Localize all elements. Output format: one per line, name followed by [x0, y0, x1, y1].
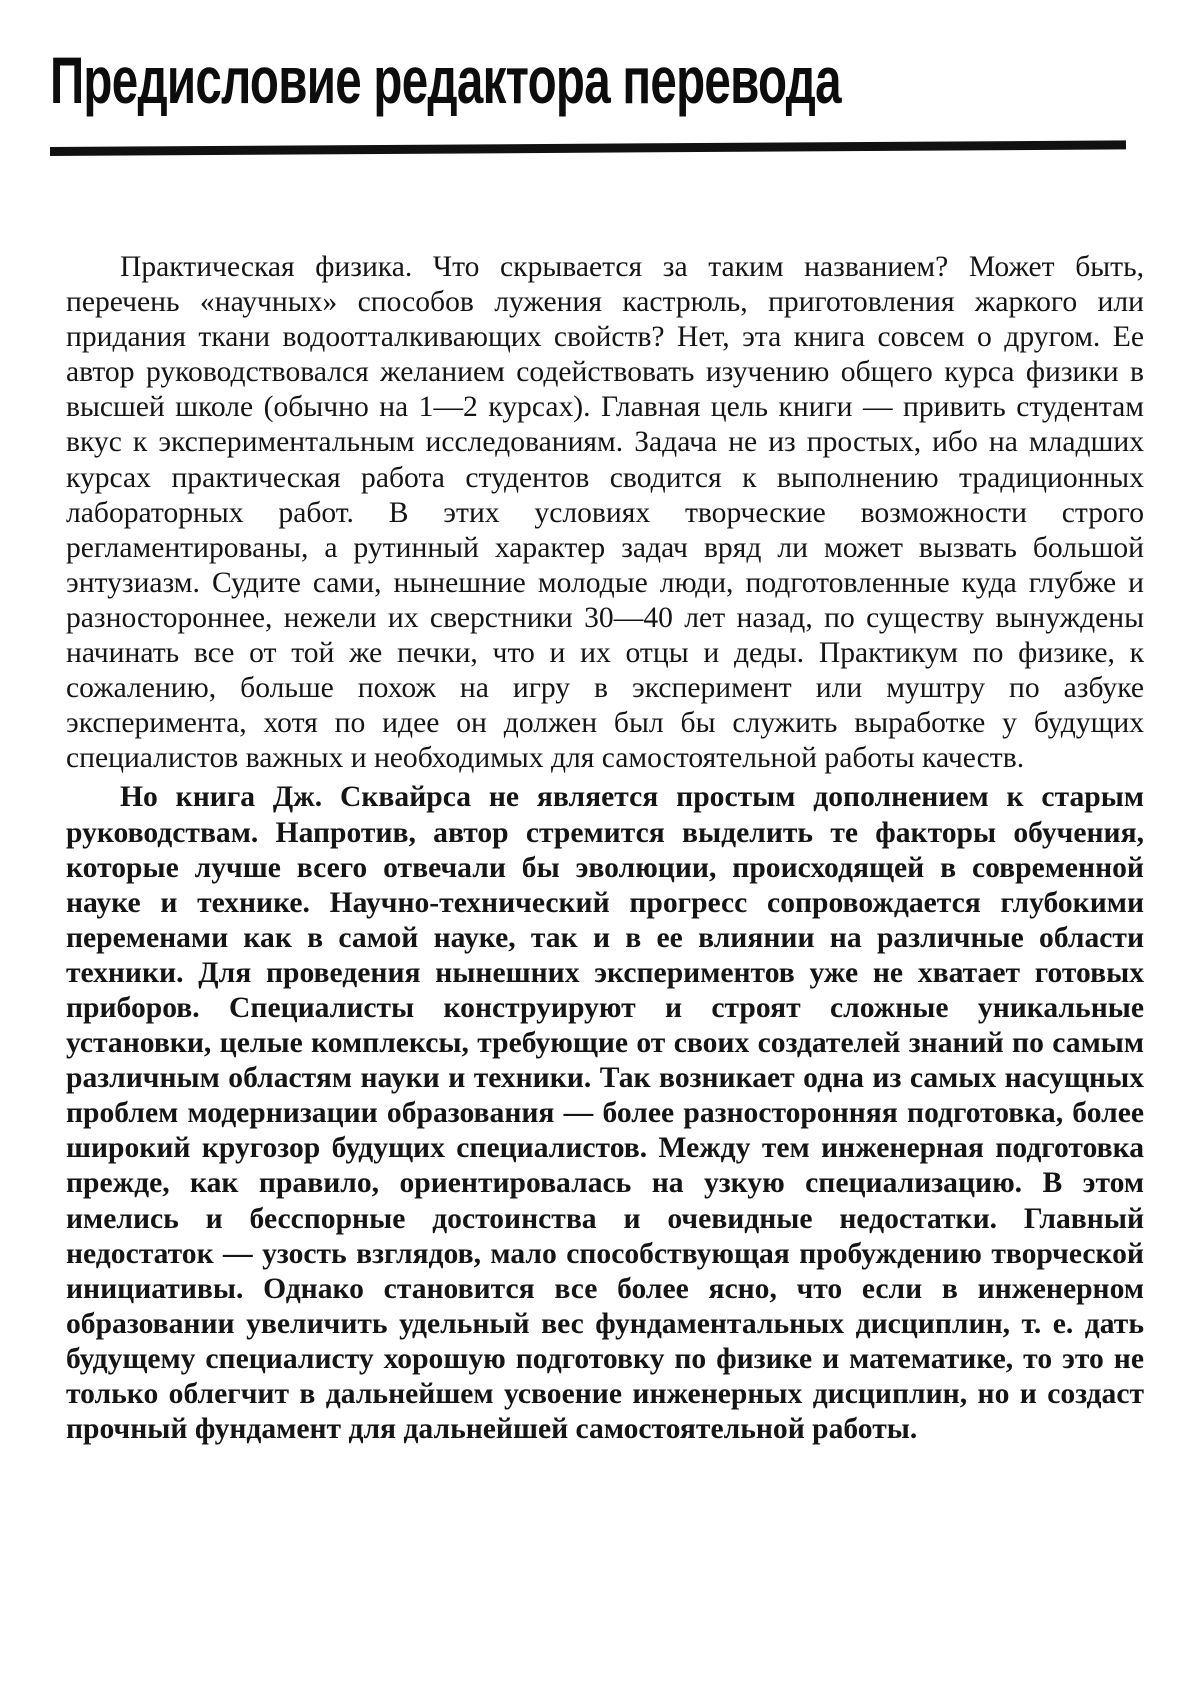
body-text	[66, 250, 1144, 1447]
paragraph: Практическая физика. Что скрывается за таким названием? Может быть, перечень «научных» способов лужения кастрюль, приготовления жаркого или придания ткани водоотталкивающих свойств? Нет, эта книга совсем о другом. Ее автор руководствовался желанием содействовать изучению общего курса физики в высшей школе (обычно на 1—2 курсах). Главная цель книги — привить студентам вкус к экспериментальным исследованиям. Задача не из простых, ибо на младших курсах практическая работа студентов сводится к выполнению традиционных лабораторных работ. В этих условиях творческие возможности строго регламентированы, а рутинный характер задач вряд ли может вызвать большой энтузиазм. Судите сами, нынешние молодые люди, подготовленные куда глубже и разностороннее, нежели их сверстники 30—40 лет назад, по существу вынуждены начинать все от той же печки, что и их отцы и деды. Практикум по физике, к сожалению, больше похож на игру в эксперимент или муштру по азбуке эксперимента, хотя по идее он должен был бы служить выработке у будущих специалистов важных и необходимых для самостоятельной работы качеств.	[66, 251, 1144, 775]
paragraph: Но книга Дж. Сквайрса не является простым дополнением к старым руководствам. Напротив, автор стремится выделить те факторы обучения, которые лучше всего отвечали бы эволюции, происходящей в современной науке и технике. Научно-технический прогресс сопровождается глубокими переменами как в самой науке, так и в ее влиянии на различные области техники. Для проведения нынешних экспериментов уже не хватает готовых приборов. Специалисты конструируют и строят сложные уникальные установки, целые комплексы, требующие от своих создателей знаний по самым различным областям науки и техники. Так возникает одна из самых насущных проблем модернизации образования — более разносторонняя подготовка, более широкий кругозор будущих специалистов. Между тем инженерная подготовка прежде, как правило, ориентировалась на узкую специализацию. В этом имелись и бесспорные достоинства и очевидные недостатки. Главный недостаток — узость взглядов, мало способствующая пробуждению творческой инициативы. Однако становится все более ясно, что если в инженерном образовании увеличить удельный вес фундаментальных дисциплин, т. е. дать будущему специалисту хорошую подготовку по физике и математике, то это не только облегчит в дальнейшем усвоение инженерных дисциплин, но и создаст прочный фундамент для дальнейшей самостоятельной работы.	[66, 781, 1144, 1446]
page-title: Предисловие редактора перевода	[50, 43, 841, 117]
title-underline	[50, 140, 1126, 156]
